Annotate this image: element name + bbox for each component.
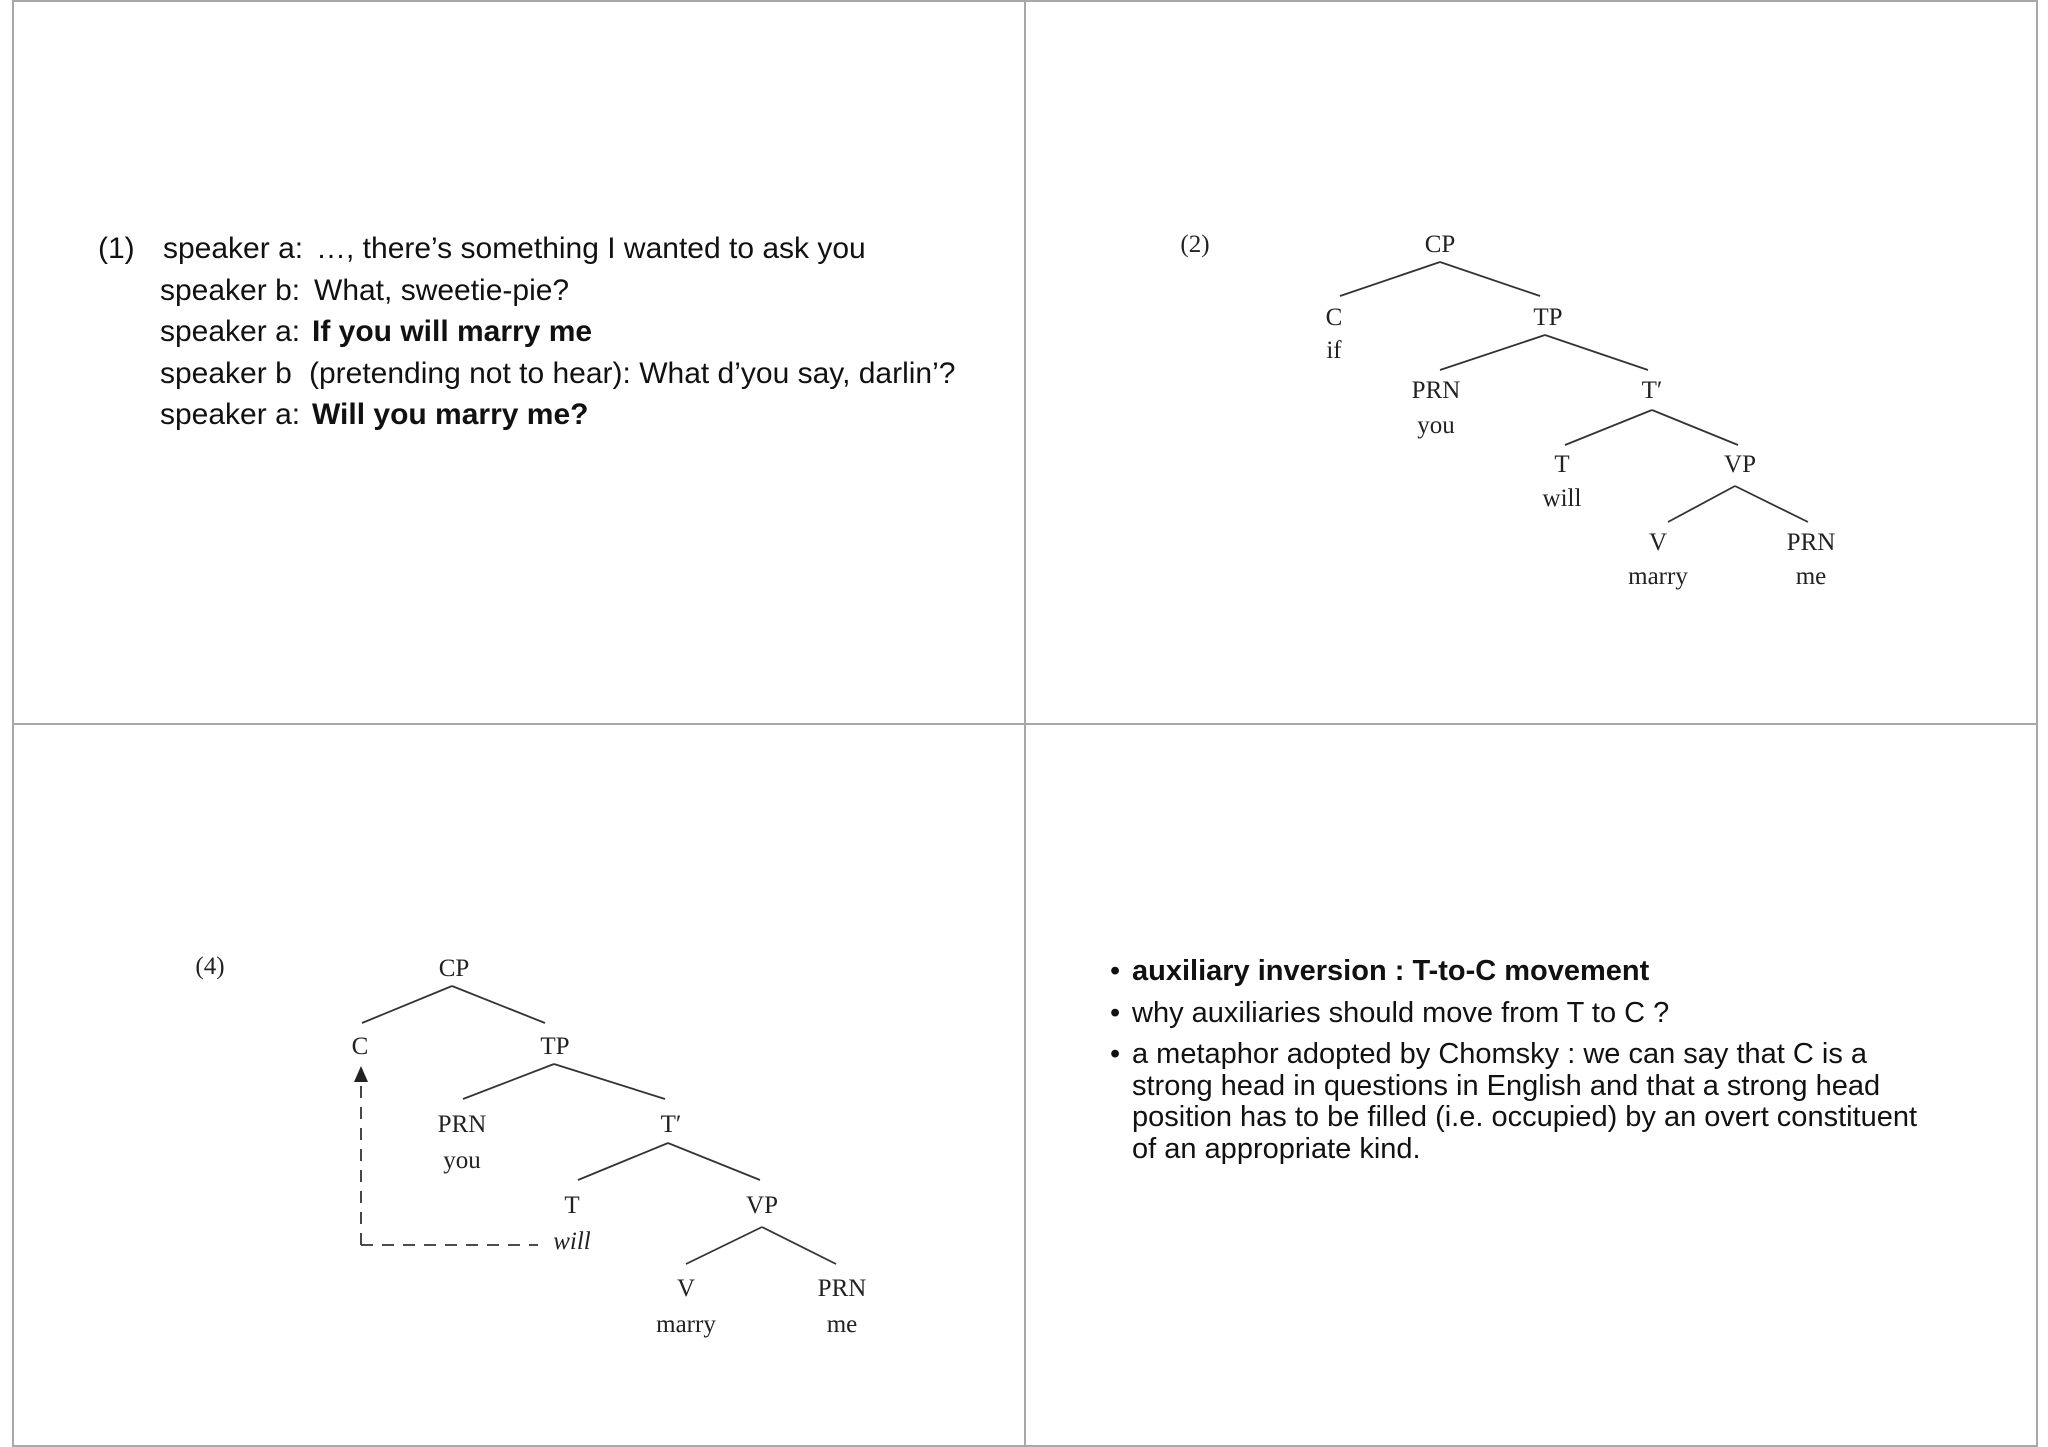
speaker-label: speaker a: — [160, 398, 301, 431]
bullet-dot-icon: • — [1110, 955, 1121, 987]
bullet-text: why auxiliaries should move from T to C ? — [1132, 996, 1670, 1029]
word-will: will — [1542, 485, 1582, 512]
node-t: T — [564, 1192, 580, 1219]
node-prn: PRN — [1411, 377, 1461, 404]
word-me: me — [826, 1311, 858, 1338]
node-tp: TP — [540, 1033, 570, 1060]
node-vp: VP — [746, 1192, 778, 1219]
utterance: (pretending not to hear): What d’you say, darlin’? — [309, 356, 956, 390]
utterance: What, sweetie-pie? — [314, 273, 570, 307]
node-tp: TP — [1533, 304, 1563, 331]
tree-4-label: (4) — [195, 953, 225, 980]
node-t-bar: T′ — [1641, 377, 1663, 404]
tree-2-label: (2) — [1180, 231, 1210, 258]
utterance: …, there’s something I wanted to ask you — [316, 232, 866, 265]
bullet-list — [1110, 956, 1930, 1175]
bullet-text-bold: auxiliary inversion : T-to-C movement — [1132, 955, 1650, 987]
speaker-label: speaker a: — [160, 315, 301, 348]
word-if: if — [1326, 337, 1342, 364]
node-v: V — [676, 1275, 696, 1302]
node-cp: CP — [438, 955, 470, 982]
node-t-bar: T′ — [660, 1111, 682, 1138]
bullet-item — [1110, 1039, 1930, 1165]
word-will: will — [553, 1228, 591, 1255]
node-cp: CP — [1424, 231, 1456, 258]
node-v: V — [1648, 529, 1668, 556]
speaker-label: speaker b — [160, 356, 292, 390]
speaker-label: speaker a: — [163, 232, 304, 265]
speaker-label: speaker b: — [160, 273, 301, 307]
bullet-item — [1110, 956, 1930, 988]
node-vp: VP — [1724, 451, 1756, 478]
example-number: (1) — [98, 232, 135, 265]
tree-4-branches — [362, 986, 836, 1264]
word-you: you — [443, 1147, 481, 1174]
bullet-dot-icon: • — [1110, 1038, 1121, 1070]
node-c: C — [1325, 304, 1343, 331]
utterance-bold: If you will marry me — [312, 315, 593, 348]
node-c: C — [351, 1033, 369, 1060]
bullet-item — [1110, 998, 1930, 1030]
word-you: you — [1417, 412, 1455, 439]
node-prn: PRN — [437, 1111, 487, 1138]
word-marry: marry — [1628, 563, 1688, 590]
bullet-dot-icon: • — [1110, 996, 1121, 1029]
bullet-text: a metaphor adopted by Chomsky : we can say that C is a strong head in questions in English and that a strong head position has to be filled (i.e. occupied) by an overt constituent of an appropriate kind. — [1132, 1038, 1918, 1165]
node-prn-object: PRN — [817, 1275, 867, 1302]
node-prn-object: PRN — [1786, 529, 1836, 556]
movement-arrowhead — [354, 1066, 368, 1082]
utterance-bold: Will you marry me? — [312, 398, 589, 431]
word-me: me — [1795, 563, 1827, 590]
node-t: T — [1554, 451, 1570, 478]
word-marry: marry — [656, 1311, 716, 1338]
